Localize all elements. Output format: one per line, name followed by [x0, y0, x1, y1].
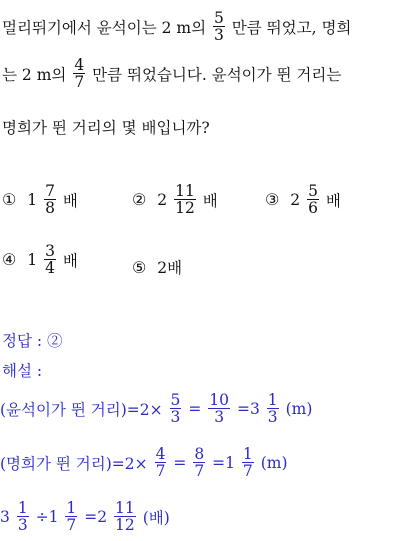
explanation-text: =1 — [212, 453, 235, 472]
explanation-label — [2, 359, 42, 381]
denominator: 7 — [66, 516, 77, 535]
numerator: 3 — [45, 242, 55, 260]
unit-label: (배) — [142, 508, 170, 527]
option-marker: ② — [132, 190, 147, 210]
fraction — [73, 57, 85, 91]
fraction — [174, 183, 196, 217]
option-5[interactable] — [132, 256, 182, 278]
numerator: 11 — [175, 182, 195, 200]
denominator: 12 — [115, 516, 135, 535]
fraction — [193, 446, 205, 480]
option-unit: 배 — [325, 191, 341, 210]
denominator: 6 — [308, 199, 318, 218]
explanation-text: (명희가 뛴 거리)=2× — [0, 454, 148, 473]
denominator: 12 — [175, 199, 195, 218]
numerator: 7 — [45, 182, 55, 200]
denominator: 7 — [155, 462, 166, 481]
numerator: 4 — [74, 56, 85, 74]
numerator: 1 — [66, 499, 77, 517]
problem-text: 명희가 뛴 거리의 몇 배입니까? — [2, 119, 210, 137]
option-4[interactable] — [2, 243, 78, 277]
fraction — [65, 500, 77, 534]
fraction — [17, 500, 29, 534]
answer-line — [2, 329, 63, 351]
problem-text: 멀리뛰기에서 윤석이는 2 m의 — [2, 18, 207, 37]
explanation-line-1 — [0, 392, 312, 426]
numerator: 10 — [209, 391, 230, 409]
numerator: 11 — [115, 499, 135, 517]
equals-sign: = — [188, 399, 202, 418]
problem-line-3 — [2, 116, 210, 138]
denominator: 3 — [170, 408, 181, 427]
fraction — [155, 446, 167, 480]
numerator: 1 — [17, 499, 28, 517]
option-whole: 2 — [290, 190, 301, 209]
answer-value: ② — [47, 332, 63, 350]
equals-sign: = — [173, 453, 187, 472]
option-text: 2배 — [157, 259, 183, 277]
denominator: 3 — [17, 516, 28, 535]
denominator: 3 — [267, 408, 278, 427]
option-marker: ③ — [265, 190, 280, 210]
explanation-line-3 — [0, 500, 170, 534]
option-unit: 배 — [202, 191, 218, 210]
explanation-text: =3 — [236, 399, 260, 418]
problem-line-1 — [2, 10, 351, 44]
problem-text: 만큼 뛰었고, 명희 — [231, 18, 352, 37]
option-whole: 1 — [27, 250, 38, 269]
fraction — [213, 10, 225, 44]
option-marker: ④ — [2, 250, 17, 270]
numerator: 5 — [170, 391, 181, 409]
numerator: 1 — [267, 391, 278, 409]
fraction — [307, 183, 319, 217]
numerator: 5 — [308, 182, 318, 200]
fraction — [44, 243, 56, 277]
denominator: 7 — [242, 462, 253, 481]
option-1[interactable] — [2, 183, 78, 217]
fraction — [44, 183, 56, 217]
unit-label: (m) — [260, 453, 288, 472]
denominator: 7 — [194, 462, 205, 481]
explanation-text: (윤석이가 뛴 거리)=2× — [0, 400, 163, 419]
denominator: 3 — [213, 26, 224, 45]
fraction — [114, 500, 136, 534]
option-unit: 배 — [62, 191, 78, 210]
option-whole: 1 — [27, 190, 38, 209]
fraction — [170, 392, 182, 426]
numerator: 4 — [155, 445, 166, 463]
fraction — [267, 392, 279, 426]
option-whole: 2 — [157, 190, 168, 209]
fraction — [208, 392, 230, 426]
unit-label: (m) — [285, 399, 313, 418]
option-marker: ① — [2, 190, 17, 210]
explanation-text: =2 — [84, 507, 108, 526]
problem-line-2 — [2, 57, 341, 91]
option-marker: ⑤ — [132, 258, 147, 277]
explanation-line-2 — [0, 446, 288, 480]
numerator: 1 — [242, 445, 253, 463]
denominator: 7 — [74, 73, 85, 92]
division-operator: ÷1 — [35, 507, 59, 526]
denominator: 4 — [45, 259, 55, 278]
explanation-heading: 해설 : — [2, 362, 43, 380]
option-3[interactable] — [265, 183, 341, 217]
problem-text: 만큼 뛰었습니다. 윤석이가 뛴 거리는 — [92, 65, 342, 84]
option-unit: 배 — [62, 251, 78, 270]
numerator: 5 — [213, 9, 224, 27]
answer-label: 정답 : — [2, 332, 43, 350]
denominator: 3 — [214, 408, 225, 427]
explanation-whole: 3 — [0, 507, 10, 526]
denominator: 8 — [45, 199, 55, 218]
option-2[interactable] — [132, 183, 218, 217]
numerator: 8 — [194, 445, 205, 463]
fraction — [242, 446, 254, 480]
problem-text: 는 2 m의 — [2, 65, 67, 84]
